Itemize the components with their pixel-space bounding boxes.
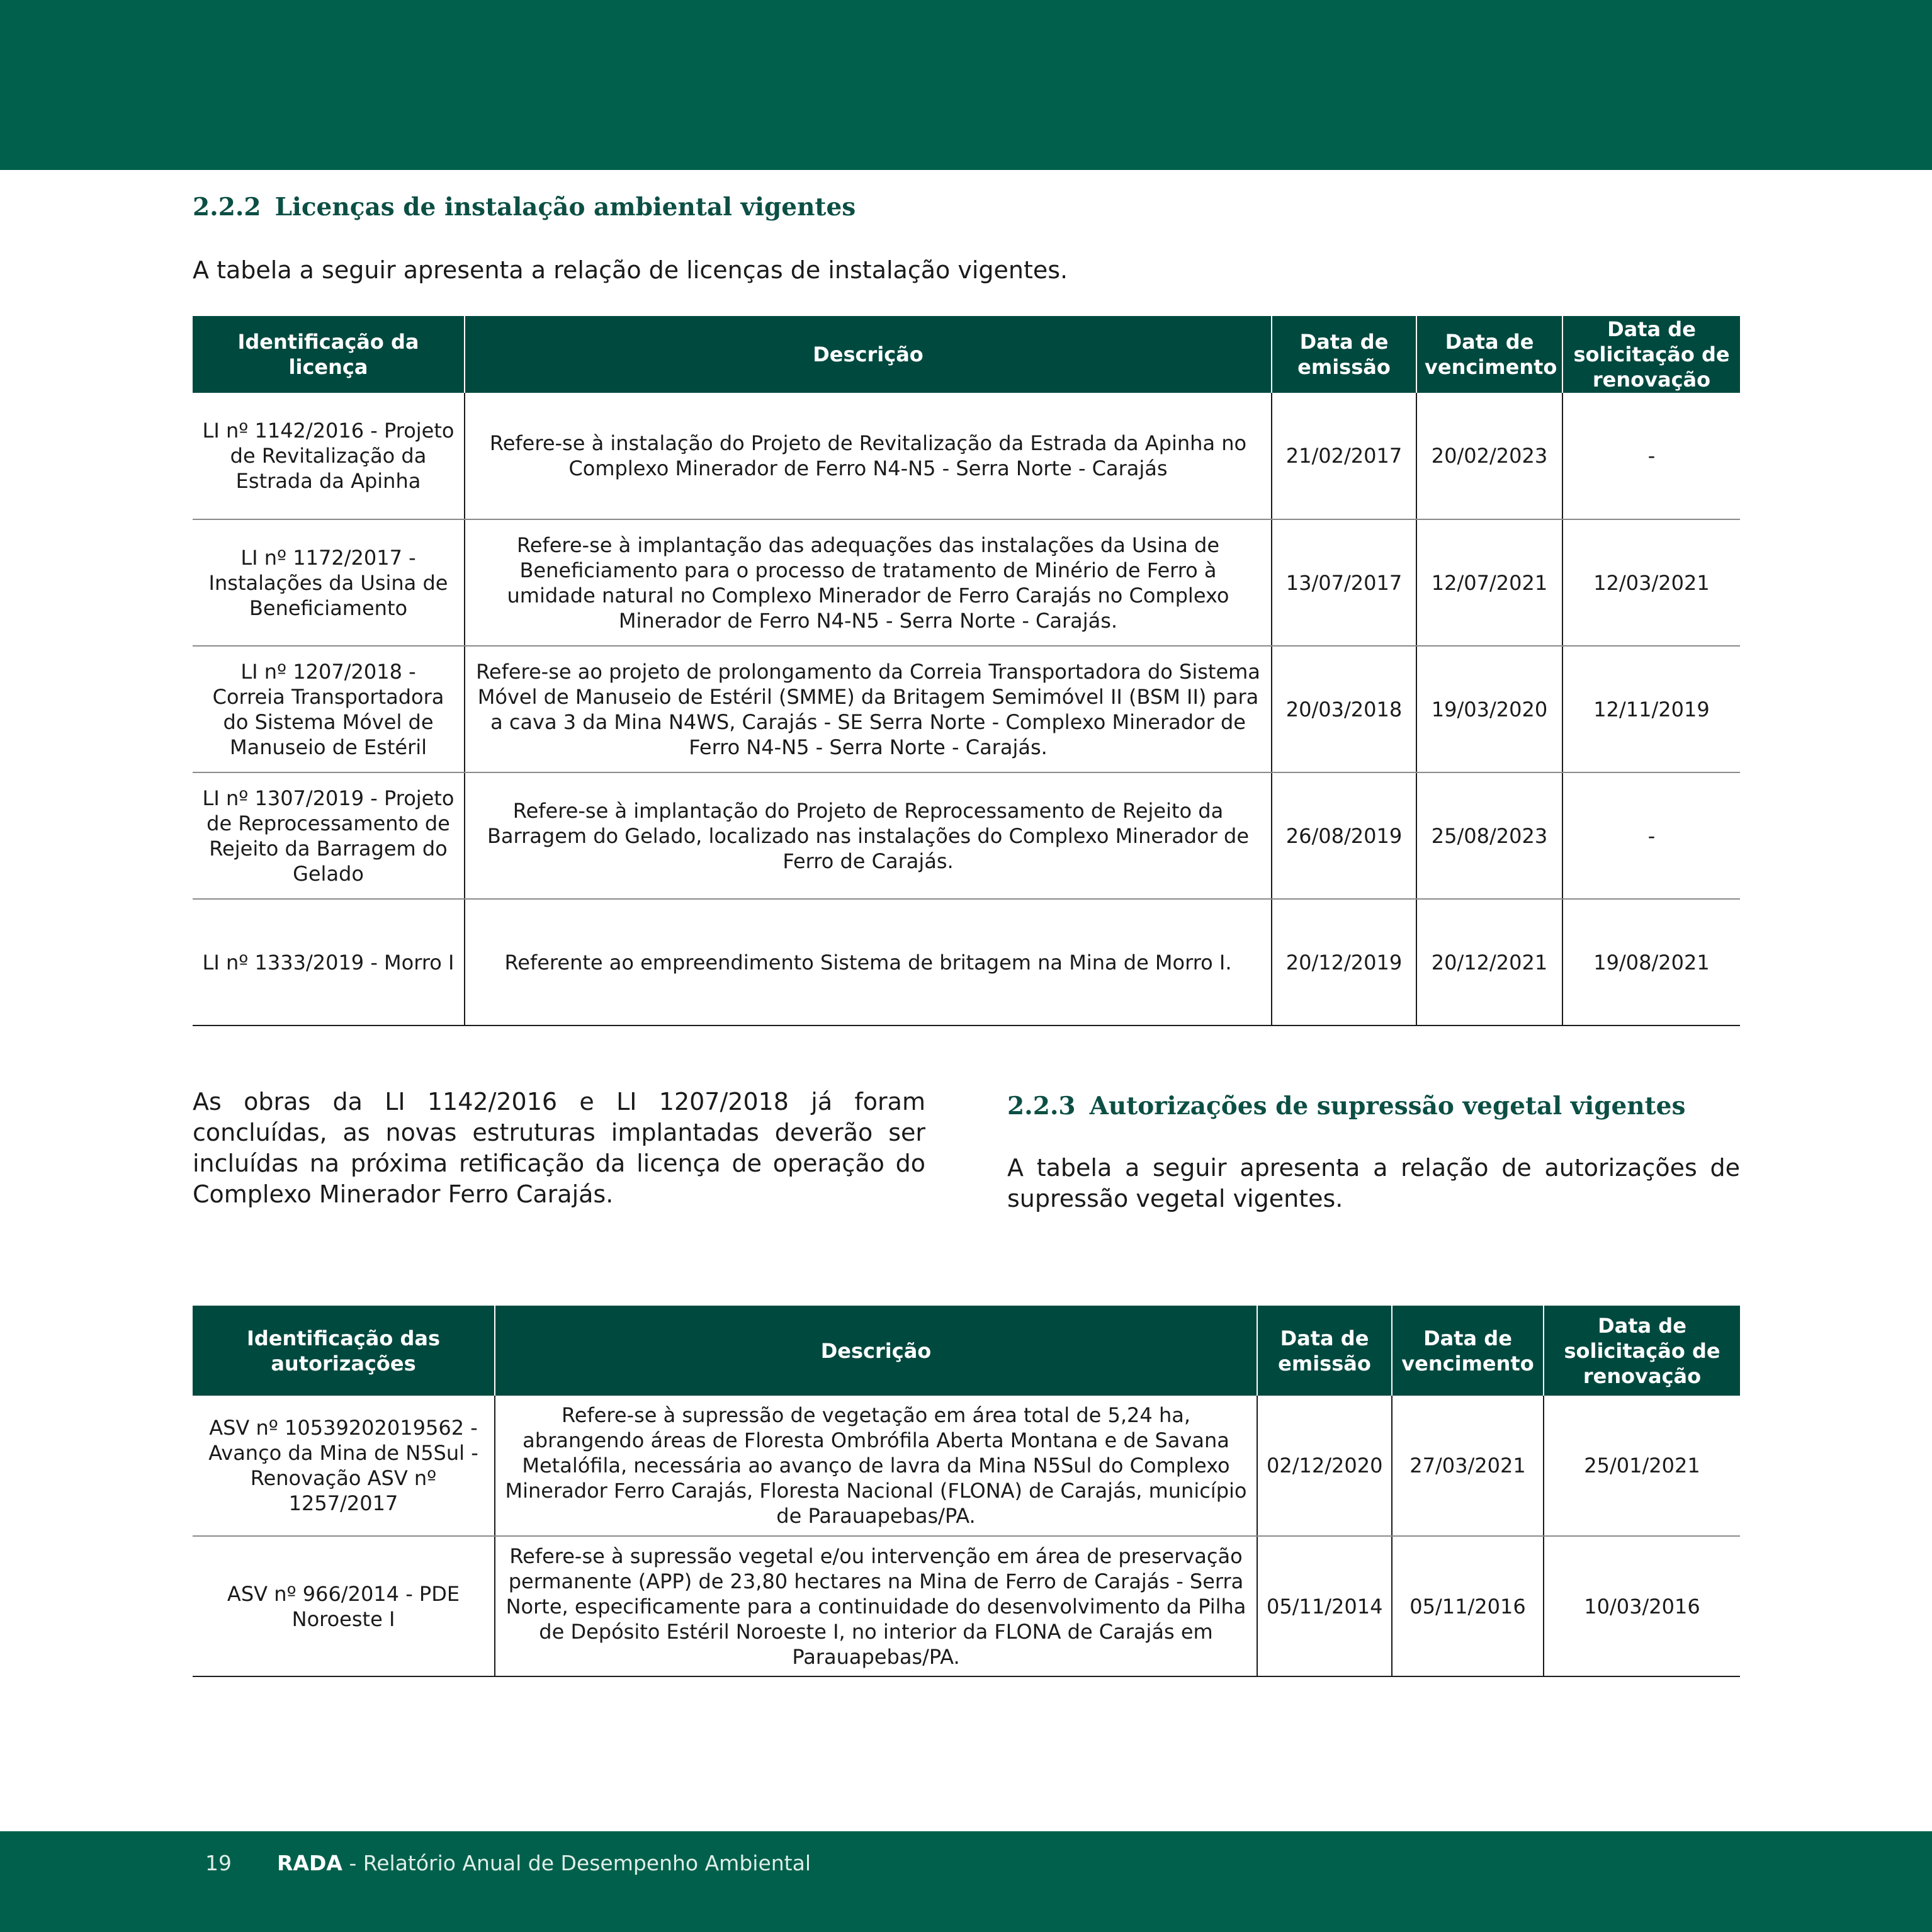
- table-header-row: [193, 1306, 1740, 1396]
- issue-date-cell: 21/02/2017: [1272, 393, 1416, 519]
- license-id-cell: LI nº 1172/2017 - Instalações da Usina de Beneficiamento: [193, 519, 465, 646]
- column-header: Data de vencimento: [1416, 316, 1562, 393]
- section-heading-2-2-2: [193, 193, 856, 222]
- page-number: 19: [205, 1851, 232, 1875]
- footer-subtitle: - Relatório Anual de Desempenho Ambiental: [342, 1851, 811, 1875]
- table-row: [193, 519, 1740, 646]
- section-title: Licenças de instalação ambiental vigentes: [274, 193, 856, 222]
- table-row: [193, 1536, 1740, 1676]
- footer: [205, 1851, 811, 1875]
- license-id-cell: LI nº 1333/2019 - Morro I: [193, 899, 465, 1025]
- table-header-row: [193, 316, 1740, 393]
- description-cell: Refere-se à supressão de vegetação em área total de 5,24 ha, abrangendo áreas de Floresta Ombrófila Aberta Montana e de Savana Metalófila, necessária ao avanço de lavra da Mina N5Sul do Complexo Minerador Ferro Carajás, Floresta Nacional (FLONA) de Carajás, município de Parauapebas/PA.: [495, 1396, 1257, 1536]
- renewal-date-cell: 19/08/2021: [1562, 899, 1740, 1025]
- section-number: 2.2.2: [193, 193, 261, 222]
- renewal-date-cell: 10/03/2016: [1544, 1536, 1740, 1676]
- renewal-date-cell: 12/11/2019: [1562, 646, 1740, 772]
- expiry-date-cell: 05/11/2016: [1392, 1536, 1544, 1676]
- column-header: Data de solicitação de renovação: [1544, 1306, 1740, 1396]
- table-row: [193, 1396, 1740, 1536]
- section-title: Autorizações de supressão vegetal vigentes: [1089, 1092, 1686, 1121]
- column-header: Identificação da licença: [193, 316, 465, 393]
- issue-date-cell: 13/07/2017: [1272, 519, 1416, 646]
- licenses-intro-text: A tabela a seguir apresenta a relação de licenças de instalação vigentes.: [193, 256, 1068, 284]
- issue-date-cell: 26/08/2019: [1272, 772, 1416, 899]
- authorization-id-cell: ASV nº 10539202019562 - Avanço da Mina de N5Sul - Renovação ASV nº 1257/2017: [193, 1396, 495, 1536]
- description-cell: Referente ao empreendimento Sistema de britagem na Mina de Morro I.: [465, 899, 1272, 1025]
- table-row: [193, 646, 1740, 772]
- description-cell: Refere-se à supressão vegetal e/ou intervenção em área de preservação permanente (APP) de 23,80 hectares na Mina de Ferro de Carajás - Serra Norte, especificamente para a continuidade do desenvolvimento da Pilha de Depósito Estéril Noroeste I, no interior da FLONA de Carajás em Parauapebas/PA.: [495, 1536, 1257, 1676]
- column-header: Data de emissão: [1257, 1306, 1392, 1396]
- authorizations-intro-text: A tabela a seguir apresenta a relação de autorizações de supressão vegetal vigentes.: [1007, 1154, 1740, 1212]
- issue-date-cell: 02/12/2020: [1257, 1396, 1392, 1536]
- expiry-date-cell: 27/03/2021: [1392, 1396, 1544, 1536]
- expiry-date-cell: 12/07/2021: [1416, 519, 1562, 646]
- expiry-date-cell: 25/08/2023: [1416, 772, 1562, 899]
- column-header: Descrição: [495, 1306, 1257, 1396]
- table-row: [193, 772, 1740, 899]
- vegetation-suppression-table: [193, 1306, 1740, 1677]
- column-header: Identificação das autorizações: [193, 1306, 495, 1396]
- description-cell: Refere-se à instalação do Projeto de Revitalização da Estrada da Apinha no Complexo Minerador de Ferro N4-N5 - Serra Norte - Carajás: [465, 393, 1272, 519]
- issue-date-cell: 05/11/2014: [1257, 1536, 1392, 1676]
- table-row: [193, 393, 1740, 519]
- renewal-date-cell: -: [1562, 772, 1740, 899]
- description-cell: Refere-se à implantação das adequações das instalações da Usina de Beneficiamento para o processo de tratamento de Minério de Ferro à umidade natural no Complexo Minerador de Ferro Carajás no Complexo Minerador de Ferro N4-N5 - Serra Norte - Carajás.: [465, 519, 1272, 646]
- description-cell: Refere-se ao projeto de prolongamento da Correia Transportadora do Sistema Móvel de Manuseio de Estéril (SMME) da Britagem Semimóvel II (BSM II) para a cava 3 da Mina N4WS, Carajás - SE Serra Norte - Complexo Minerador de Ferro N4-N5 - Serra Norte - Carajás.: [465, 646, 1272, 772]
- header-band: [0, 0, 1932, 170]
- table-row: [193, 899, 1740, 1025]
- authorization-id-cell: ASV nº 966/2014 - PDE Noroeste I: [193, 1536, 495, 1676]
- renewal-date-cell: 25/01/2021: [1544, 1396, 1740, 1536]
- renewal-date-cell: -: [1562, 393, 1740, 519]
- column-header: Data de vencimento: [1392, 1306, 1544, 1396]
- footer-brand: RADA: [277, 1851, 342, 1875]
- expiry-date-cell: 19/03/2020: [1416, 646, 1562, 772]
- license-id-cell: LI nº 1142/2016 - Projeto de Revitalização da Estrada da Apinha: [193, 393, 465, 519]
- column-header: Data de solicitação de renovação: [1562, 316, 1740, 393]
- issue-date-cell: 20/12/2019: [1272, 899, 1416, 1025]
- issue-date-cell: 20/03/2018: [1272, 646, 1416, 772]
- license-id-cell: LI nº 1307/2019 - Projeto de Reprocessamento de Rejeito da Barragem do Gelado: [193, 772, 465, 899]
- expiry-date-cell: 20/12/2021: [1416, 899, 1562, 1025]
- license-id-cell: LI nº 1207/2018 - Correia Transportadora do Sistema Móvel de Manuseio de Estéril: [193, 646, 465, 772]
- section-heading-2-2-3: [1007, 1092, 1685, 1121]
- expiry-date-cell: 20/02/2023: [1416, 393, 1562, 519]
- column-header: Descrição: [465, 316, 1272, 393]
- footer-band: [0, 1831, 1932, 1932]
- section-number: 2.2.3: [1007, 1092, 1076, 1121]
- installation-licenses-table: [193, 316, 1740, 1026]
- renewal-date-cell: 12/03/2021: [1562, 519, 1740, 646]
- works-completed-note: As obras da LI 1142/2016 e LI 1207/2018 já foram concluídas, as novas estruturas implantadas deverão ser incluídas na próxima retificação da licença de operação do Complexo Minerador Ferro Carajás.: [193, 1088, 925, 1208]
- column-header: Data de emissão: [1272, 316, 1416, 393]
- description-cell: Refere-se à implantação do Projeto de Reprocessamento de Rejeito da Barragem do Gelado, localizado nas instalações do Complexo Minerador de Ferro de Carajás.: [465, 772, 1272, 899]
